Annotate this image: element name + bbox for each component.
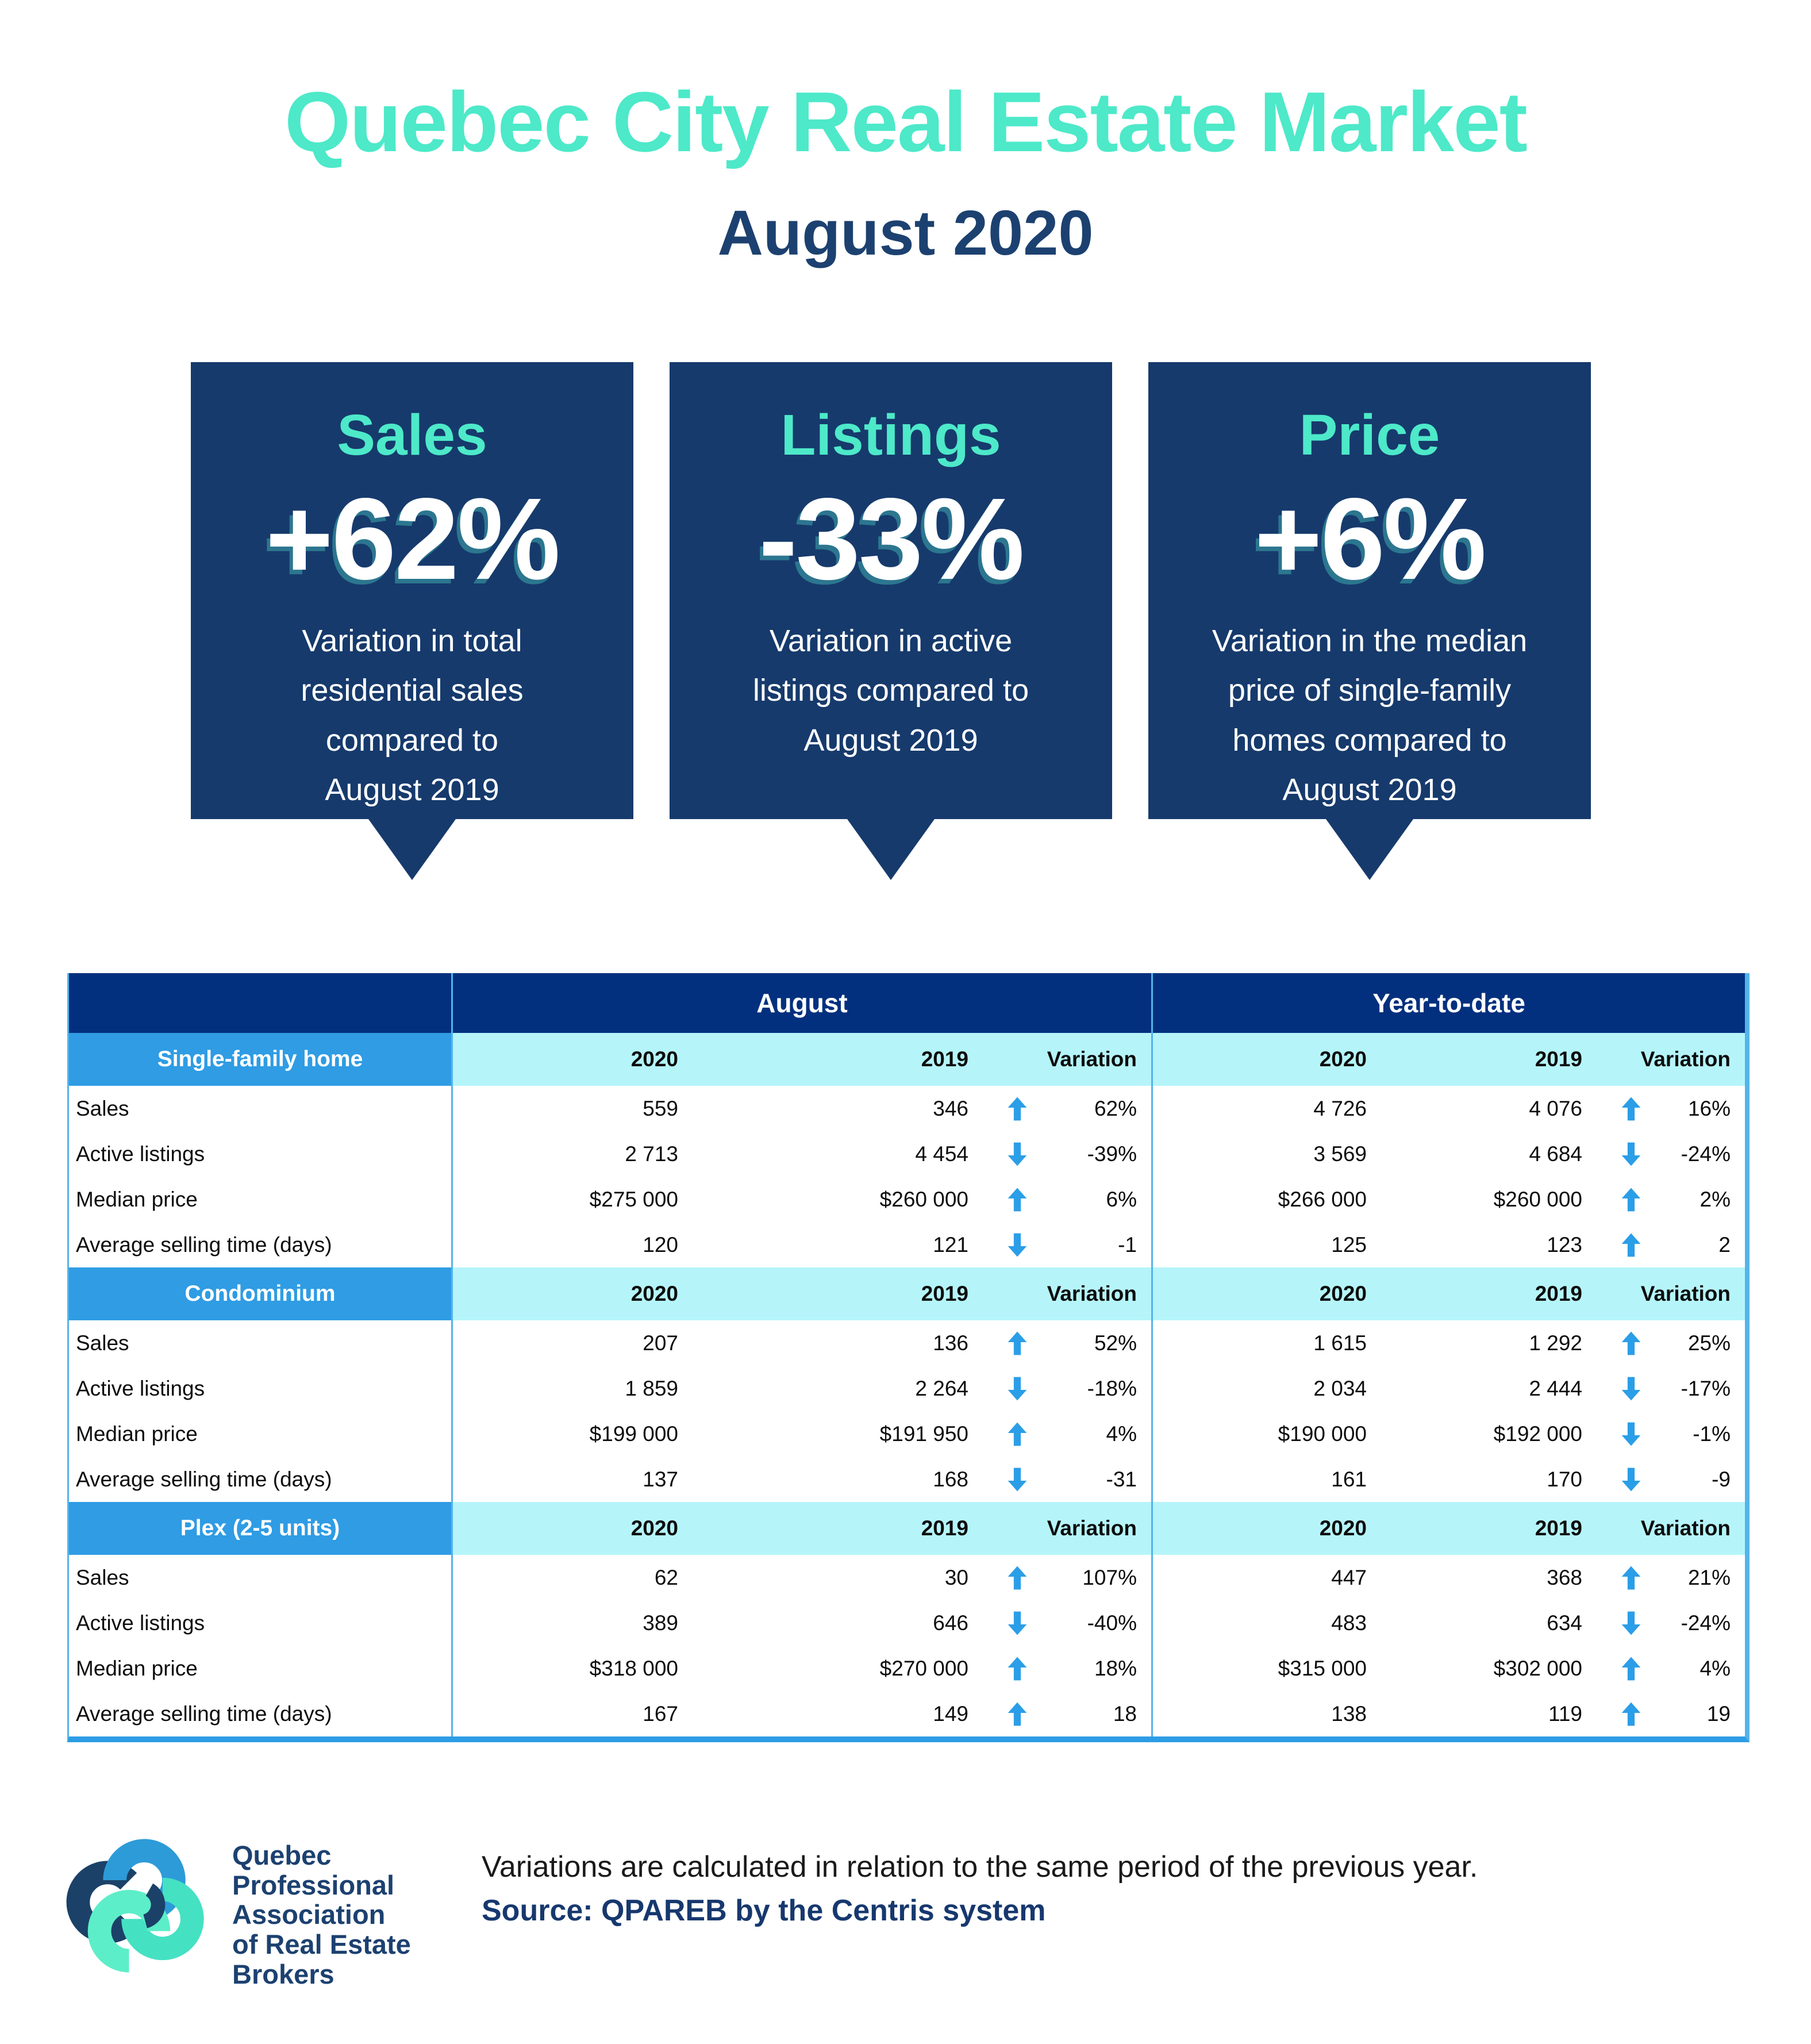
variation-arrow-icon bbox=[1008, 1232, 1027, 1258]
callout-description-line: price of single-family bbox=[1228, 673, 1512, 708]
variation-arrow-icon bbox=[1621, 1096, 1641, 1122]
row-label: Sales bbox=[76, 1331, 129, 1355]
value-aug-2019: 149 bbox=[933, 1701, 968, 1726]
callout-description-line: August 2019 bbox=[1282, 773, 1457, 808]
variation-arrow bbox=[1597, 1646, 1666, 1691]
callout-description bbox=[670, 616, 1112, 765]
value-aug-2020: 207 bbox=[451, 1320, 693, 1366]
logo-text-line: of Real Estate bbox=[232, 1929, 411, 1960]
variation-arrow bbox=[983, 1320, 1052, 1366]
variation-arrow-icon bbox=[1008, 1330, 1027, 1357]
value-aug-variation: -39% bbox=[1087, 1142, 1137, 1166]
variation-arrow bbox=[983, 1600, 1052, 1646]
value-aug-2019: 136 bbox=[933, 1331, 968, 1355]
col-header-2020: 2020 bbox=[1151, 1267, 1381, 1320]
row-label: Average selling time (days) bbox=[76, 1232, 332, 1257]
value-ytd-2019: $192 000 bbox=[1493, 1421, 1582, 1446]
variation-arrow-icon bbox=[1621, 1565, 1641, 1591]
col-header-2020: 2020 bbox=[1151, 1502, 1381, 1555]
row-label: Average selling time (days) bbox=[76, 1701, 332, 1726]
callout-description-line: compared to bbox=[325, 723, 499, 758]
variation-arrow-icon bbox=[1621, 1466, 1641, 1493]
variation-arrow-icon bbox=[1008, 1096, 1027, 1122]
value-ytd-variation: -17% bbox=[1681, 1376, 1731, 1400]
variation-arrow bbox=[1597, 1086, 1666, 1131]
value-aug-2020: 559 bbox=[451, 1086, 693, 1131]
value-aug-2019: $191 950 bbox=[879, 1421, 968, 1446]
value-aug-2019: 30 bbox=[944, 1565, 968, 1589]
page-title: Quebec City Real Estate Market bbox=[284, 75, 1527, 170]
col-header-2019: 2019 bbox=[693, 1502, 983, 1555]
variation-arrow bbox=[983, 1555, 1052, 1600]
callout-value: +62% bbox=[265, 474, 559, 604]
value-ytd-2020: 1 615 bbox=[1151, 1320, 1381, 1366]
value-aug-variation: -40% bbox=[1087, 1611, 1137, 1635]
value-aug-2020: 1 859 bbox=[451, 1366, 693, 1411]
value-ytd-2019: 368 bbox=[1547, 1565, 1582, 1589]
variation-arrow bbox=[983, 1366, 1052, 1411]
value-ytd-2019: 119 bbox=[1548, 1701, 1582, 1726]
variation-arrow-icon bbox=[1621, 1330, 1641, 1357]
value-aug-2020: 389 bbox=[451, 1600, 693, 1646]
variation-arrow-icon bbox=[1621, 1141, 1641, 1167]
row-label: Median price bbox=[76, 1421, 198, 1446]
row-label: Active listings bbox=[76, 1376, 205, 1400]
row-label: Median price bbox=[76, 1187, 198, 1211]
qpareb-brand bbox=[64, 1835, 411, 1989]
value-aug-2019: 646 bbox=[933, 1611, 968, 1635]
value-ytd-2020: 4 726 bbox=[1151, 1086, 1381, 1131]
variation-arrow bbox=[1597, 1177, 1666, 1222]
variation-arrow bbox=[983, 1411, 1052, 1457]
value-aug-2020: $318 000 bbox=[451, 1646, 693, 1691]
variation-arrow-icon bbox=[1008, 1376, 1027, 1402]
callout-value: +6% bbox=[1254, 474, 1485, 604]
value-ytd-2019: 2 444 bbox=[1529, 1376, 1582, 1400]
callout-listings bbox=[670, 362, 1112, 819]
value-ytd-variation: 16% bbox=[1687, 1096, 1731, 1120]
variation-arrow bbox=[983, 1131, 1052, 1177]
value-ytd-variation: 4% bbox=[1700, 1656, 1731, 1680]
callout-price bbox=[1148, 362, 1591, 819]
col-header-variation: Variation bbox=[983, 1502, 1151, 1555]
variation-arrow bbox=[983, 1222, 1052, 1267]
variation-arrow bbox=[983, 1086, 1052, 1131]
variation-arrow-icon bbox=[1008, 1141, 1027, 1167]
section-header-plex: Plex (2-5 units) bbox=[69, 1502, 451, 1555]
value-ytd-2019: 123 bbox=[1547, 1232, 1582, 1257]
table-corner-cell bbox=[69, 973, 451, 1033]
value-ytd-variation: 2 bbox=[1718, 1232, 1731, 1257]
value-aug-2020: 137 bbox=[451, 1457, 693, 1502]
variation-arrow bbox=[1597, 1222, 1666, 1267]
value-ytd-variation: -9 bbox=[1712, 1467, 1731, 1491]
footer-note: Variations are calculated in relation to the same period of the previous year. bbox=[482, 1850, 1478, 1884]
variation-arrow bbox=[1597, 1320, 1666, 1366]
callout-description-line: listings compared to bbox=[752, 673, 1029, 708]
value-ytd-2020: 125 bbox=[1151, 1222, 1381, 1267]
logo-text-line: Brokers bbox=[232, 1958, 334, 1989]
value-ytd-variation: 2% bbox=[1700, 1187, 1731, 1211]
variation-arrow-icon bbox=[1008, 1610, 1027, 1636]
value-ytd-2020: 447 bbox=[1151, 1555, 1381, 1600]
value-aug-variation: -1 bbox=[1118, 1232, 1137, 1257]
variation-arrow bbox=[1597, 1366, 1666, 1411]
variation-arrow-icon bbox=[1008, 1186, 1027, 1213]
kpi-callouts bbox=[191, 362, 1591, 819]
variation-arrow bbox=[983, 1177, 1052, 1222]
value-aug-variation: 52% bbox=[1094, 1331, 1137, 1355]
col-header-variation: Variation bbox=[1597, 1502, 1745, 1555]
callout-description-line: August 2019 bbox=[325, 773, 499, 808]
variation-arrow-icon bbox=[1621, 1421, 1641, 1447]
callout-label: Price bbox=[1299, 403, 1440, 467]
value-aug-2020: $199 000 bbox=[451, 1411, 693, 1457]
value-aug-variation: 107% bbox=[1082, 1565, 1137, 1589]
variation-arrow-icon bbox=[1621, 1701, 1641, 1727]
callout-description-line: residential sales bbox=[301, 673, 524, 708]
value-aug-variation: -18% bbox=[1087, 1376, 1137, 1400]
variation-arrow bbox=[1597, 1691, 1666, 1736]
callout-description-line: Variation in the median bbox=[1212, 624, 1528, 658]
col-header-variation: Variation bbox=[983, 1033, 1151, 1086]
callout-description-line: homes compared to bbox=[1232, 723, 1507, 758]
variation-arrow bbox=[1597, 1131, 1666, 1177]
callout-sales bbox=[191, 362, 633, 819]
col-header-variation: Variation bbox=[983, 1267, 1151, 1320]
variation-arrow bbox=[1597, 1457, 1666, 1502]
callout-value: -33% bbox=[759, 474, 1023, 604]
callout-label: Sales bbox=[337, 403, 487, 467]
logo-text-line: Quebec bbox=[232, 1840, 332, 1870]
variation-arrow-icon bbox=[1008, 1466, 1027, 1493]
variation-arrow-icon bbox=[1008, 1565, 1027, 1591]
variation-arrow-icon bbox=[1008, 1421, 1027, 1447]
value-ytd-2019: 4 076 bbox=[1529, 1096, 1582, 1120]
value-ytd-2020: 161 bbox=[1151, 1457, 1381, 1502]
value-ytd-2020: $315 000 bbox=[1151, 1646, 1381, 1691]
value-aug-2019: $270 000 bbox=[879, 1656, 968, 1680]
col-header-2020: 2020 bbox=[451, 1267, 693, 1320]
value-ytd-2019: 634 bbox=[1547, 1611, 1582, 1635]
callout-description-line: Variation in total bbox=[302, 624, 522, 658]
value-ytd-2020: 138 bbox=[1151, 1691, 1381, 1736]
value-ytd-2019: $260 000 bbox=[1493, 1187, 1582, 1211]
value-ytd-variation: -24% bbox=[1681, 1142, 1731, 1166]
page-subtitle: August 2020 bbox=[717, 198, 1094, 268]
ytd-group-header: Year-to-date bbox=[1151, 973, 1745, 1033]
value-ytd-2020: 3 569 bbox=[1151, 1131, 1381, 1177]
value-aug-2020: $275 000 bbox=[451, 1177, 693, 1222]
logo-text-line: Professional bbox=[232, 1869, 395, 1900]
callout-description-line: August 2019 bbox=[803, 723, 978, 758]
variation-arrow-icon bbox=[1621, 1610, 1641, 1636]
value-ytd-2020: 2 034 bbox=[1151, 1366, 1381, 1411]
row-label: Active listings bbox=[76, 1142, 205, 1166]
section-header-single-family: Single-family home bbox=[69, 1033, 451, 1086]
market-statistics-table bbox=[67, 973, 1750, 1742]
value-aug-variation: 18 bbox=[1113, 1701, 1137, 1726]
qpareb-logo-icon bbox=[64, 1835, 207, 1980]
row-label: Sales bbox=[76, 1096, 129, 1120]
col-header-variation: Variation bbox=[1597, 1267, 1745, 1320]
value-ytd-2020: 483 bbox=[1151, 1600, 1381, 1646]
variation-arrow-icon bbox=[1621, 1232, 1641, 1258]
value-ytd-2019: 1 292 bbox=[1529, 1331, 1582, 1355]
row-label: Active listings bbox=[76, 1611, 205, 1635]
variation-arrow bbox=[983, 1457, 1052, 1502]
value-ytd-2020: $266 000 bbox=[1151, 1177, 1381, 1222]
value-ytd-2019: 170 bbox=[1547, 1467, 1582, 1491]
value-ytd-variation: -1% bbox=[1693, 1421, 1731, 1446]
value-aug-2019: 168 bbox=[933, 1467, 968, 1491]
col-header-2020: 2020 bbox=[1151, 1033, 1381, 1086]
value-aug-2019: 121 bbox=[933, 1232, 968, 1257]
col-header-2019: 2019 bbox=[1381, 1033, 1597, 1086]
col-header-2019: 2019 bbox=[693, 1033, 983, 1086]
value-ytd-variation: -24% bbox=[1681, 1611, 1731, 1635]
qpareb-logo-text bbox=[232, 1841, 411, 1989]
value-aug-2020: 62 bbox=[451, 1555, 693, 1600]
value-aug-2020: 2 713 bbox=[451, 1131, 693, 1177]
col-header-2020: 2020 bbox=[451, 1502, 693, 1555]
value-ytd-2019: $302 000 bbox=[1493, 1656, 1582, 1680]
col-header-2019: 2019 bbox=[1381, 1502, 1597, 1555]
value-aug-variation: 6% bbox=[1106, 1187, 1137, 1211]
value-ytd-2019: 4 684 bbox=[1529, 1142, 1582, 1166]
variation-arrow-icon bbox=[1008, 1701, 1027, 1727]
variation-arrow-icon bbox=[1008, 1655, 1027, 1682]
variation-arrow bbox=[983, 1691, 1052, 1736]
value-aug-variation: 4% bbox=[1106, 1421, 1137, 1446]
value-ytd-variation: 21% bbox=[1687, 1565, 1731, 1589]
variation-arrow bbox=[983, 1646, 1052, 1691]
value-aug-2020: 167 bbox=[451, 1691, 693, 1736]
value-aug-variation: -31 bbox=[1106, 1467, 1137, 1491]
footer-source: Source: QPAREB by the Centris system bbox=[482, 1894, 1046, 1927]
col-header-2019: 2019 bbox=[693, 1267, 983, 1320]
variation-arrow bbox=[1597, 1411, 1666, 1457]
value-aug-variation: 62% bbox=[1094, 1096, 1137, 1120]
footer-notes bbox=[482, 1850, 1478, 1928]
callout-description bbox=[191, 616, 633, 815]
value-ytd-2020: $190 000 bbox=[1151, 1411, 1381, 1457]
callout-description bbox=[1148, 616, 1591, 815]
callout-label: Listings bbox=[780, 403, 1001, 467]
section-header-condominium: Condominium bbox=[69, 1267, 451, 1320]
col-header-variation: Variation bbox=[1597, 1033, 1745, 1086]
row-label: Average selling time (days) bbox=[76, 1467, 332, 1491]
col-header-2019: 2019 bbox=[1381, 1267, 1597, 1320]
row-label: Sales bbox=[76, 1565, 129, 1589]
value-aug-2019: $260 000 bbox=[879, 1187, 968, 1211]
value-aug-2019: 2 264 bbox=[915, 1376, 968, 1400]
august-group-header: August bbox=[451, 973, 1151, 1033]
logo-text-line: Association bbox=[232, 1899, 386, 1930]
callout-description-line: Variation in active bbox=[769, 624, 1013, 658]
value-ytd-variation: 19 bbox=[1706, 1701, 1731, 1726]
row-label: Median price bbox=[76, 1656, 198, 1680]
variation-arrow bbox=[1597, 1600, 1666, 1646]
value-ytd-variation: 25% bbox=[1687, 1331, 1731, 1355]
value-aug-2020: 120 bbox=[451, 1222, 693, 1267]
variation-arrow bbox=[1597, 1555, 1666, 1600]
variation-arrow-icon bbox=[1621, 1655, 1641, 1682]
value-aug-2019: 346 bbox=[933, 1096, 968, 1120]
col-header-2020: 2020 bbox=[451, 1033, 693, 1086]
variation-arrow-icon bbox=[1621, 1186, 1641, 1213]
value-aug-2019: 4 454 bbox=[915, 1142, 968, 1166]
variation-arrow-icon bbox=[1621, 1376, 1641, 1402]
value-aug-variation: 18% bbox=[1094, 1656, 1137, 1680]
